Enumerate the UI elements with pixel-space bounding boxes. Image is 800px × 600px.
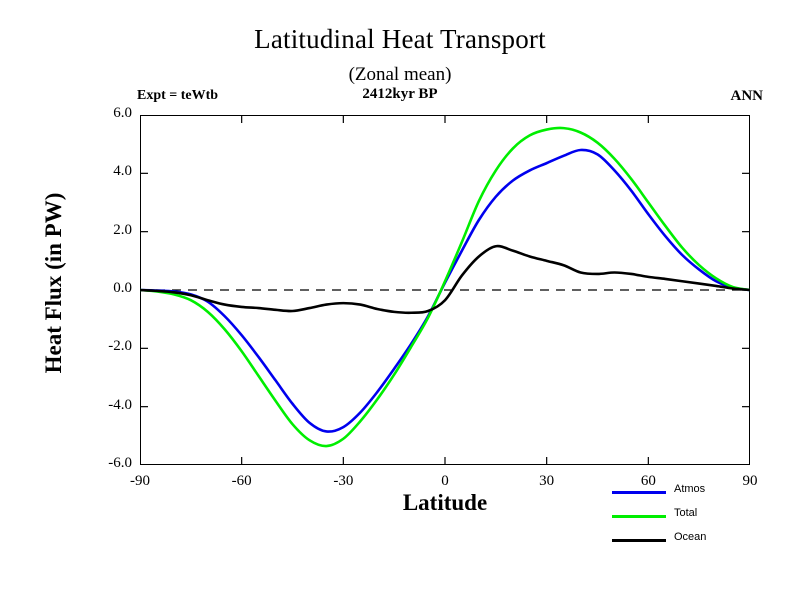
legend-swatch bbox=[612, 515, 666, 518]
x-axis-label: Latitude bbox=[402, 490, 488, 515]
x-tick-label: 30 bbox=[539, 473, 555, 489]
y-tick-label: -6.0 bbox=[108, 455, 132, 471]
y-tick-label: 6.0 bbox=[113, 105, 132, 121]
chart-subtitle: (Zonal mean) bbox=[348, 64, 452, 85]
x-tick-label: 60 bbox=[640, 473, 656, 489]
series-line-atmos bbox=[140, 150, 750, 432]
legend-item bbox=[612, 530, 788, 554]
experiment-label: Expt = teWtb bbox=[137, 88, 219, 103]
legend-label: Ocean bbox=[674, 531, 707, 543]
series-line-total bbox=[140, 128, 750, 446]
x-tick-label: -30 bbox=[333, 473, 354, 489]
legend-label: Total bbox=[674, 507, 698, 519]
legend-swatch bbox=[612, 539, 666, 542]
y-tick-label: -2.0 bbox=[108, 338, 132, 355]
legend-swatch bbox=[612, 491, 666, 494]
x-tick-label: -60 bbox=[231, 473, 252, 489]
season-label: ANN bbox=[730, 88, 763, 104]
y-tick-label: 4.0 bbox=[113, 163, 132, 180]
y-axis-label: Heat Flux (in PW) bbox=[41, 192, 66, 374]
legend-label: Atmos bbox=[674, 483, 706, 495]
legend bbox=[612, 482, 788, 554]
x-tick-label: -90 bbox=[130, 473, 150, 489]
period-label: 2412kyr BP bbox=[362, 86, 438, 102]
y-tick-label: -4.0 bbox=[108, 396, 132, 413]
page-title: Latitudinal Heat Transport bbox=[254, 24, 546, 54]
y-tick-label: 0.0 bbox=[113, 280, 132, 296]
legend-item bbox=[612, 482, 788, 506]
legend-item bbox=[612, 506, 788, 530]
x-tick-label: 0 bbox=[441, 473, 449, 489]
y-tick-label: 2.0 bbox=[113, 221, 132, 238]
x-tick-label: 90 bbox=[742, 473, 758, 489]
plot-canvas bbox=[140, 115, 750, 465]
